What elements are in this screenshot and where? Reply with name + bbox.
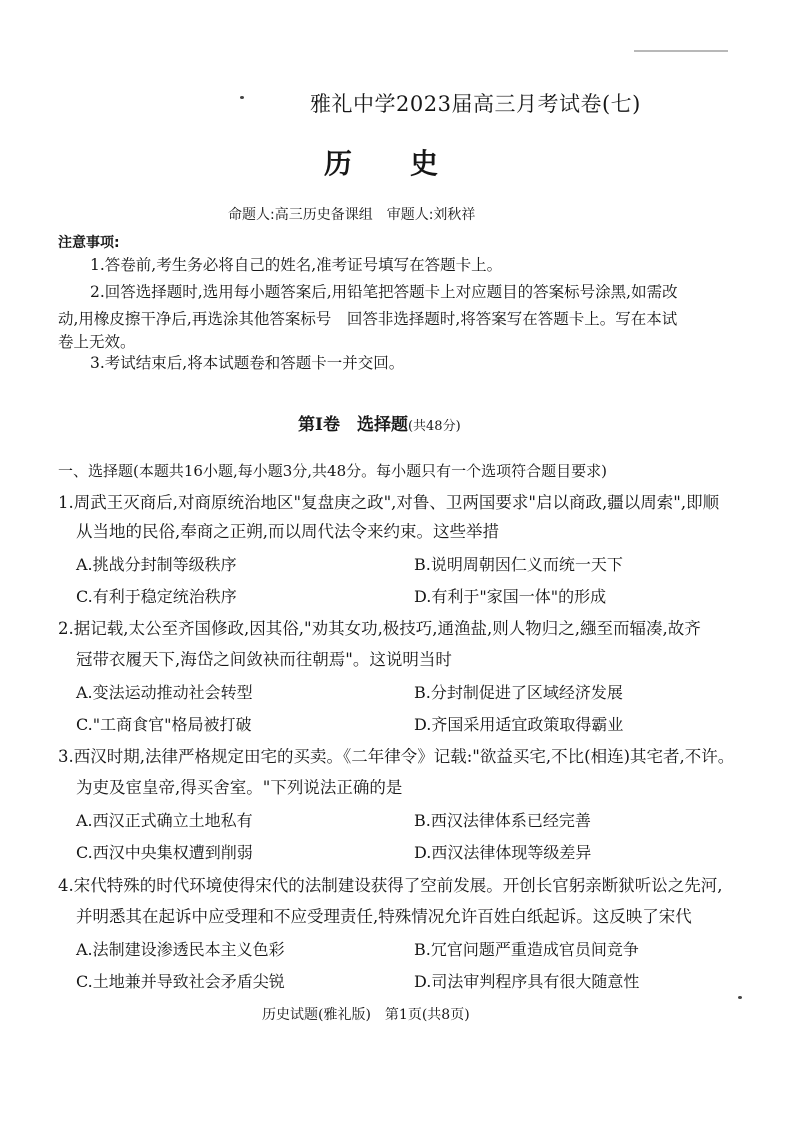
subject-char-1: 历 — [324, 147, 353, 180]
scan-speck — [240, 96, 244, 99]
question-1-option-c: C.有利于稳定统治秩序 — [76, 587, 237, 606]
page-footer: 历史试题(雅礼版) 第1页(共8页) — [262, 1007, 470, 1023]
note-line: 1.答卷前,考生务必将自己的姓名,准考证号填写在答题卡上。 — [90, 256, 503, 274]
question-3-option-c: C.西汉中央集权遭到削弱 — [76, 843, 253, 862]
question-3-line-2: 为吏及宦皇帝,得买舍室。"下列说法正确的是 — [76, 778, 403, 797]
question-4-option-c: C.土地兼并导致社会矛盾尖锐 — [76, 972, 285, 991]
question-3-option-d: D.西汉法律体现等级差异 — [414, 843, 592, 862]
question-1-line-2: 从当地的民俗,奉商之正朔,而以周代法令来约束。这些举措 — [76, 522, 499, 541]
note-line: 动,用橡皮擦干净后,再选涂其他答案标号 回答非选择题时,将答案写在答题卡上。写在本试 — [58, 310, 678, 328]
note-line: 2.回答选择题时,选用每小题答案后,用铅笔把答题卡上对应题目的答案标号涂黑,如需改 — [90, 283, 678, 301]
exam-title: 雅礼中学2023届高三月考试卷(七) — [310, 92, 641, 116]
section-heading — [298, 410, 461, 435]
subject-char-2: 史 — [410, 147, 439, 180]
question-2-option-a: A.变法运动推动社会转型 — [76, 683, 253, 702]
question-2-line-2: 冠带衣履天下,海岱之间敛袂而往朝焉"。这说明当时 — [76, 650, 452, 669]
question-4-option-b: B.冗官问题严重造成官员间竞争 — [414, 940, 639, 959]
question-1-line-1: 1.周武王灭商后,对商原统治地区"复盘庚之政",对鲁、卫两国要求"启以商政,疆以周索",即顺 — [58, 493, 720, 512]
section-heading-text: 第Ⅰ卷 选择题 — [298, 415, 408, 435]
question-3-option-b: B.西汉法律体系已经完善 — [414, 811, 591, 830]
question-1-option-a: A.挑战分封制等级秩序 — [76, 555, 237, 574]
question-3-option-a: A.西汉正式确立土地私有 — [76, 811, 253, 830]
part-intro: 一、选择题(本题共16小题,每小题3分,共48分。每小题只有一个选项符合题目要求) — [58, 462, 607, 480]
scan-speck — [738, 996, 742, 999]
notes-heading: 注意事项: — [58, 235, 120, 251]
question-1-option-d: D.有利于"家国一体"的形成 — [414, 587, 607, 606]
question-2-option-d: D.齐国采用适宜政策取得霸业 — [414, 715, 624, 734]
authors-line: 命题人:高三历史备课组 审题人:刘秋祥 — [228, 207, 476, 223]
section-heading-score: (共48分) — [407, 419, 461, 434]
question-4-option-a: A.法制建设渗透民本主义色彩 — [76, 940, 285, 959]
question-2-line-1: 2.据记载,太公至齐国修政,因其俗,"劝其女功,极技巧,通渔盐,则人物归之,繦至而辐凑,故齐 — [58, 619, 701, 638]
scan-mark-line — [634, 50, 728, 52]
question-2-option-c: C."工商食官"格局被打破 — [76, 715, 252, 734]
question-2-option-b: B.分封制促进了区域经济发展 — [414, 683, 623, 702]
question-3-line-1: 3.西汉时期,法律严格规定田宅的买卖。《二年律令》记载:"欲益买宅,不比(相连)其宅者,不许。 — [58, 747, 735, 766]
note-line: 3.考试结束后,将本试题卷和答题卡一并交回。 — [90, 354, 405, 372]
note-line: 卷上无效。 — [58, 333, 136, 351]
question-4-line-1: 4.宋代特殊的时代环境使得宋代的法制建设获得了空前发展。开创长官躬亲断狱听讼之先河, — [58, 876, 723, 895]
question-4-line-2: 并明悉其在起诉中应受理和不应受理责任,特殊情况允许百姓白纸起诉。这反映了宋代 — [76, 907, 692, 926]
question-4-option-d: D.司法审判程序具有很大随意性 — [414, 972, 640, 991]
subject-title — [324, 142, 438, 182]
question-1-option-b: B.说明周朝因仁义而统一天下 — [414, 555, 623, 574]
